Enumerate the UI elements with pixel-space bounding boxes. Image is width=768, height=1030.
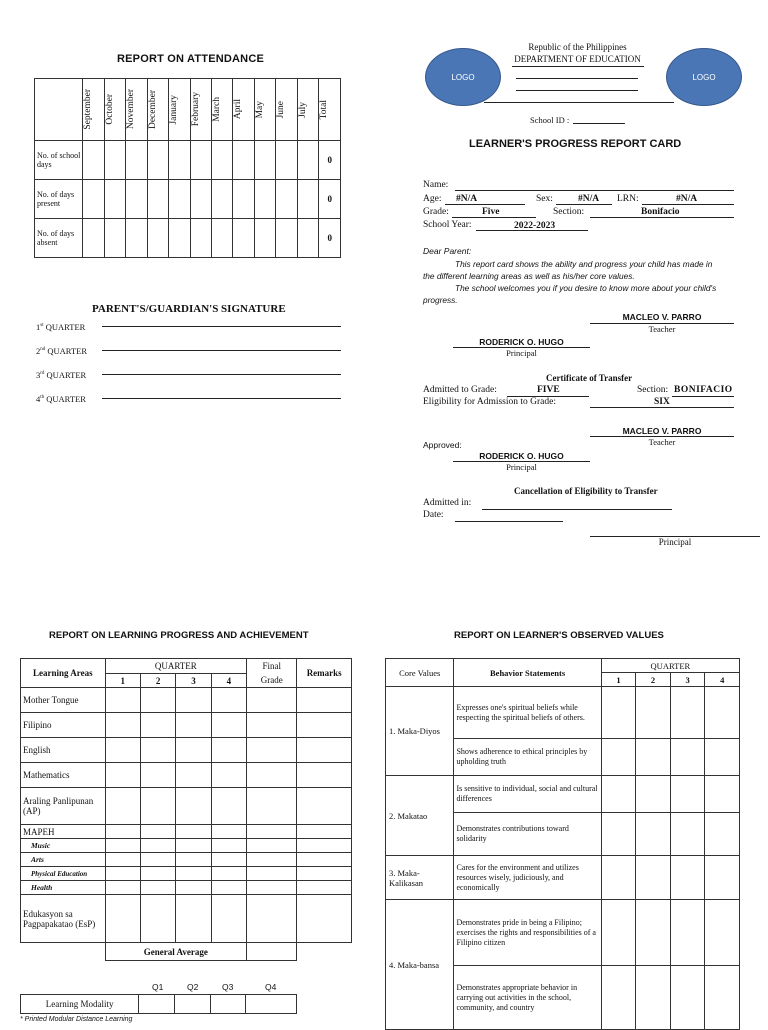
transfer-section-label: Section: — [637, 385, 669, 395]
values-row: Shows adherence to ethical principles by upholding truth — [386, 739, 740, 776]
modality-note: * Printed Modular Distance Learning — [20, 1016, 133, 1023]
logo-right: LOGO — [666, 48, 742, 106]
subject-row: Araling Panlipunan (AP) — [21, 788, 352, 825]
letter-paragraph-1: This report card shows the ability and progress your child has made in the different learning areas as well as his/her core values. — [423, 259, 713, 281]
values-row: 3. Maka-Kalikasan Cares for the environment and utilizes resources wisely, judiciously, and economically — [386, 856, 740, 900]
modality-q4: Q4 — [265, 982, 277, 992]
name-field[interactable] — [455, 190, 734, 191]
cancellation-principal-role: Principal — [658, 537, 692, 547]
core-value: 1. Maka-Diyos — [386, 687, 454, 776]
department-text: DEPARTMENT OF EDUCATION — [514, 54, 641, 64]
subject-row: Mother Tongue — [21, 688, 352, 713]
subject-row: Mathematics — [21, 763, 352, 788]
values-row: 2. Makatao Is sensitive to individual, social and cultural differences — [386, 776, 740, 813]
month-header: April — [233, 99, 244, 120]
month-header: May — [254, 100, 265, 119]
lrn-label: LRN: — [617, 194, 639, 204]
lrn-value: #N/A — [676, 194, 698, 204]
school-id-field[interactable] — [573, 123, 625, 124]
teacher-name: MACLEO V. PARRO — [622, 312, 702, 322]
signature-title: PARENT'S/GUARDIAN'S SIGNATURE — [92, 303, 286, 315]
school-id-label: School ID : — [530, 115, 570, 125]
month-header: March — [212, 97, 222, 122]
transfer-section-value: BONIFACIO — [674, 385, 733, 395]
attendance-title: REPORT ON ATTENDANCE — [117, 53, 264, 65]
header-line — [516, 78, 638, 79]
quarter-sign-1: 1st QUARTER — [36, 322, 86, 332]
month-header: November — [126, 89, 137, 130]
modality-table: Learning Modality — [20, 994, 297, 1014]
age-label: Age: — [423, 194, 442, 204]
core-value: 3. Maka-Kalikasan — [386, 856, 454, 900]
general-average-value — [247, 943, 297, 961]
grade-label: Grade: — [423, 207, 449, 217]
header-line — [516, 90, 638, 91]
general-average-label: General Average — [105, 943, 247, 961]
teacher-name-2: MACLEO V. PARRO — [622, 426, 702, 436]
mapeh-sub-row: Music — [21, 839, 352, 853]
core-value: 2. Makatao — [386, 776, 454, 856]
transfer-title: Certificate of Transfer — [546, 373, 633, 383]
grades-table: Learning Areas QUARTER Final Grade Remarks 1 2 3 4 Mother Tongue Filipino English Mathematics Araling Panlipunan (AP) MAPEH Music Arts Physical Education Health Edukasyon sa Pagpapakatao (EsP) General Average — [20, 658, 352, 961]
sex-label: Sex: — [536, 194, 553, 204]
principal-name-2: RODERICK O. HUGO — [479, 451, 564, 461]
sex-value: #N/A — [578, 194, 600, 204]
modality-q2: Q2 — [187, 982, 199, 992]
mapeh-sub-row: Health — [21, 881, 352, 895]
modality-q1: Q1 — [152, 982, 164, 992]
date-field[interactable] — [455, 521, 563, 522]
values-title: REPORT ON LEARNER'S OBSERVED VALUES — [454, 630, 664, 641]
attendance-row: No. of school days 0 — [35, 141, 341, 180]
quarter-sign-2: 2nd QUARTER — [36, 346, 88, 356]
values-table: Core Values Behavior Statements QUARTER 1 2 3 4 1. Maka-Diyos Expresses one's spiritual beliefs while respecting the spiritual beliefs of others. Shows adherence to ethical principles by upholding truth 2. Makatao Is sensitive to individual, social and cultural differences Demonstrates contributions toward solidarity 3. Maka-Kalikasan Cares for the environment and utilizes resources wisely, judiciously, and economically 4. Maka-bansa Demonstrates pride in being a Filipino; exercises the rights and responsibilities of a Filipino citizen Demonstrates appropriate behavior in carrying out activities in the school, community, and country — [385, 658, 740, 1030]
core-value: 4. Maka-bansa — [386, 900, 454, 1030]
letter-paragraph-2: The school welcomes you if you desire to know more about your child's progress. — [423, 283, 717, 305]
modality-q3: Q3 — [222, 982, 234, 992]
admitted-grade-value: FIVE — [537, 385, 560, 395]
section-value: Bonifacio — [641, 207, 680, 217]
approved-label: Approved: — [423, 440, 462, 450]
header-line — [484, 102, 674, 103]
age-value: #N/A — [456, 194, 478, 204]
month-header: February — [190, 92, 201, 127]
teacher-role-2: Teacher — [648, 437, 676, 447]
attendance-row: No. of days present 0 — [35, 180, 341, 219]
month-header: Total — [319, 99, 330, 120]
month-header: July — [297, 101, 308, 118]
attendance-row: No. of days absent 0 — [35, 219, 341, 258]
values-row: Demonstrates appropriate behavior in carrying out activities in the school, community, and country — [386, 966, 740, 1030]
logo-left: LOGO — [425, 48, 501, 106]
signature-line[interactable] — [102, 350, 341, 351]
month-header: January — [169, 94, 180, 125]
letter-salutation: Dear Parent: — [423, 246, 472, 256]
mapeh-sub-row: Physical Education — [21, 867, 352, 881]
school-year-label: School Year: — [423, 220, 472, 230]
admitted-in-field[interactable] — [482, 509, 672, 510]
section-label: Section: — [553, 207, 585, 217]
principal-name: RODERICK O. HUGO — [479, 337, 564, 347]
quarter-sign-3: 3rd QUARTER — [36, 370, 87, 380]
eligibility-value: SIX — [654, 397, 670, 407]
principal-role: Principal — [506, 348, 537, 358]
school-year-value: 2022-2023 — [514, 221, 556, 231]
learning-title: REPORT ON LEARNING PROGRESS AND ACHIEVEMENT — [49, 630, 309, 641]
subject-row: Filipino — [21, 713, 352, 738]
republic-text: Republic of the Philippines — [528, 42, 627, 52]
cancellation-title: Cancellation of Eligibility to Transfer — [514, 486, 658, 496]
values-row: 1. Maka-Diyos Expresses one's spiritual beliefs while respecting the spiritual beliefs of others. — [386, 687, 740, 739]
admitted-in-label: Admitted in: — [423, 498, 472, 508]
subject-row: English — [21, 738, 352, 763]
attendance-table — [34, 78, 341, 258]
values-row: Demonstrates contributions toward solidarity — [386, 813, 740, 856]
signature-line[interactable] — [102, 374, 341, 375]
admitted-grade-label: Admitted to Grade: — [423, 385, 497, 395]
card-title: LEARNER'S PROGRESS REPORT CARD — [469, 138, 682, 150]
signature-line[interactable] — [102, 326, 341, 327]
date-label: Date: — [423, 510, 444, 520]
grade-value: Five — [482, 207, 500, 217]
principal-role-2: Principal — [506, 462, 537, 472]
header-line — [512, 66, 644, 67]
month-header: October — [104, 94, 115, 125]
values-row: 4. Maka-bansa Demonstrates pride in being a Filipino; exercises the rights and responsibilities of a Filipino citizen — [386, 900, 740, 966]
subject-row: MAPEH — [21, 825, 352, 839]
month-header: June — [276, 100, 287, 119]
name-label: Name: — [423, 180, 449, 190]
eligibility-label: Eligibility for Admission to Grade: — [423, 397, 556, 407]
month-header: December — [147, 89, 158, 130]
mapeh-sub-row: Arts — [21, 853, 352, 867]
subject-row: Edukasyon sa Pagpapakatao (EsP) — [21, 895, 352, 943]
teacher-role: Teacher — [648, 324, 676, 334]
quarter-sign-4: 4th QUARTER — [36, 394, 86, 404]
signature-line[interactable] — [102, 398, 341, 399]
month-header: September — [83, 89, 94, 130]
